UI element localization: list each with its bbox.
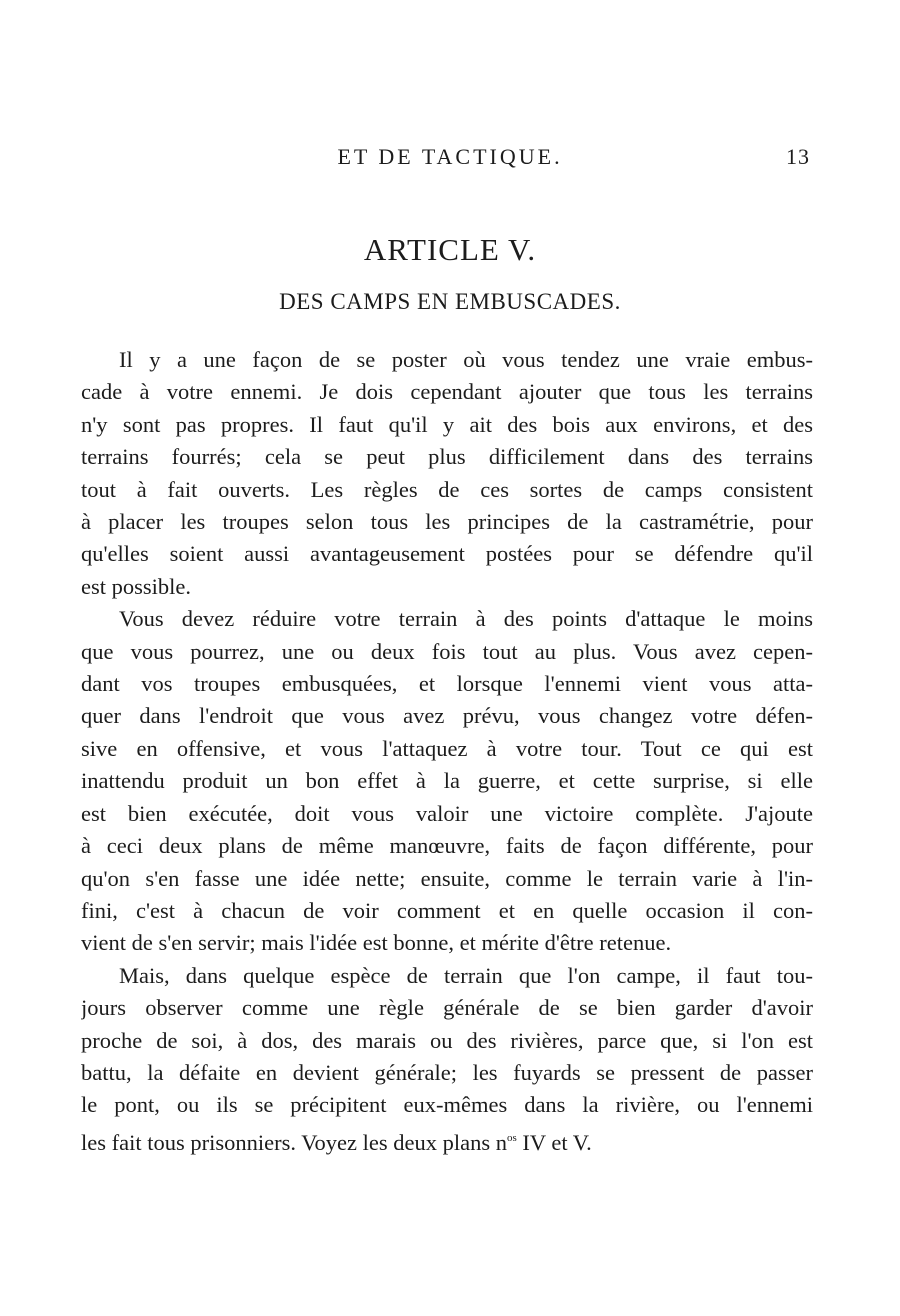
text-line: à placer les troupes selon tous les principes de la castramétrie, pour xyxy=(81,509,813,535)
text-line: cade à votre ennemi. Je dois cependant ajouter que tous les terrains xyxy=(81,379,813,405)
text-line: inattendu produit un bon effet à la guerre, et cette surprise, si elle xyxy=(81,768,813,794)
paragraph-1 xyxy=(81,344,813,603)
text-line: Mais, dans quelque espèce de terrain que l'on campe, il faut tou- xyxy=(119,962,813,988)
text-line: quer dans l'endroit que vous avez prévu, vous changez votre défen- xyxy=(81,703,813,729)
running-title: ET DE TACTIQUE. xyxy=(337,144,563,169)
text-line: le pont, ou ils se précipitent eux-mêmes dans la rivière, ou l'ennemi xyxy=(81,1092,813,1118)
text-line: que vous pourrez, une ou deux fois tout au plus. Vous avez cepen- xyxy=(81,638,813,664)
text-line: à ceci deux plans de même manœuvre, faits de façon différente, pour xyxy=(81,833,813,859)
text-line: qu'elles soient aussi avantageusement postées pour se défendre qu'il xyxy=(81,541,813,567)
text-line: est possible. xyxy=(81,573,191,599)
paragraph-2 xyxy=(81,603,813,959)
text-line-final xyxy=(81,1122,813,1159)
text-line: proche de soi, à dos, des marais ou des rivières, parce que, si l'on est xyxy=(81,1027,813,1053)
text-line: dant vos troupes embusquées, et lorsque l'ennemi vient vous atta- xyxy=(81,671,813,697)
final-line-text: les fait tous prisonniers. Voyez les deux plans n xyxy=(81,1129,507,1155)
final-line-tail: IV et V. xyxy=(516,1129,592,1155)
section-title: DES CAMPS EN EMBUSCADES. xyxy=(279,289,621,314)
text-line: est bien exécutée, doit vous valoir une victoire complète. J'ajoute xyxy=(81,800,813,826)
text-line: Vous devez réduire votre terrain à des points d'attaque le moins xyxy=(119,606,813,632)
text-line: sive en offensive, et vous l'attaquez à votre tour. Tout ce qui est xyxy=(81,735,813,761)
text-line: tout à fait ouverts. Les règles de ces sortes de camps consistent xyxy=(81,476,813,502)
text-line: battu, la défaite en devient générale; les fuyards se pressent de passer xyxy=(81,1059,813,1085)
paragraph-3 xyxy=(81,960,813,1159)
running-head xyxy=(0,142,900,174)
text-line: qu'on s'en fasse une idée nette; ensuite, comme le terrain varie à l'in- xyxy=(81,865,813,891)
text-line: n'y sont pas propres. Il faut qu'il y ait des bois aux environs, et des xyxy=(81,411,813,437)
text-line: vient de s'en servir; mais l'idée est bonne, et mérite d'être retenue. xyxy=(81,930,672,956)
text-line: fini, c'est à chacun de voir comment et en quelle occasion il con- xyxy=(81,897,813,923)
text-line: Il y a une façon de se poster où vous tendez une vraie embus- xyxy=(119,347,813,372)
body-text xyxy=(81,344,813,1159)
text-line: terrains fourrés; cela se peut plus difficilement dans des terrains xyxy=(81,444,813,470)
article-title: ARTICLE V. xyxy=(363,232,537,267)
numero-superscript: os xyxy=(506,1131,517,1144)
text-line: jours observer comme une règle générale de se bien garder d'avoir xyxy=(81,995,813,1021)
page-number: 13 xyxy=(786,144,810,169)
